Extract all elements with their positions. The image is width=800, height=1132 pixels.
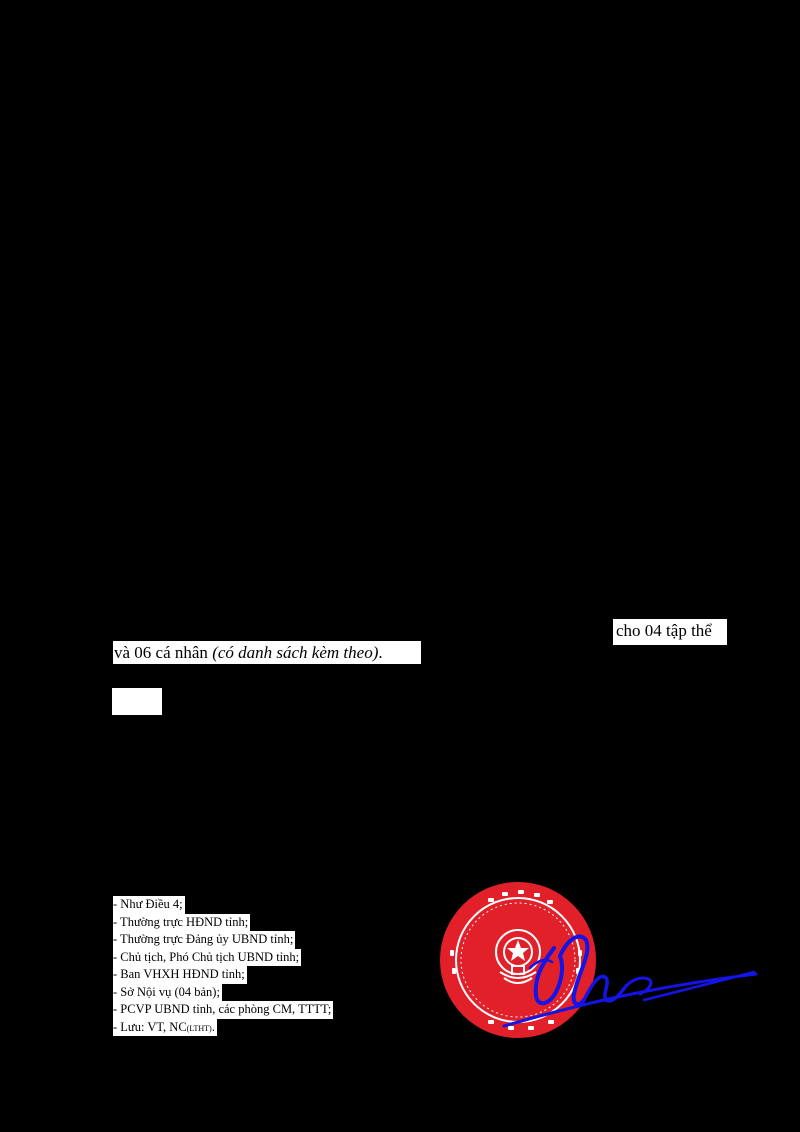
recipient-archive-suffix: (LTHT)	[186, 1023, 212, 1033]
paragraph-line-1-text: cho 04 tập thể	[616, 621, 712, 640]
recipient-archive-end: .	[211, 1019, 215, 1034]
recipient-item: - Thường trực Đảng ủy UBND tỉnh;	[113, 931, 295, 949]
paragraph-line-2-italic: (có danh sách kèm theo)	[212, 643, 379, 662]
recipient-archive-text: - Lưu: VT, NC	[113, 1019, 187, 1034]
paragraph-line-2-fragment	[113, 641, 421, 664]
recipient-item-last	[113, 1019, 217, 1037]
recipient-item: - Ban VHXH HĐND tỉnh;	[113, 966, 247, 984]
recipient-item: - Như Điều 4;	[113, 896, 185, 914]
recipients-list	[113, 896, 333, 1036]
blank-white-fragment	[112, 688, 162, 715]
recipient-item: - PCVP UBND tỉnh, các phòng CM, TTTT;	[113, 1001, 333, 1019]
paragraph-line-2-end: .	[378, 643, 383, 662]
recipient-item: - Chủ tịch, Phó Chủ tịch UBND tỉnh;	[113, 949, 301, 967]
handwritten-signature	[494, 908, 760, 1034]
recipient-item: - Sở Nội vụ (04 bản);	[113, 984, 222, 1002]
paragraph-line-1-fragment	[613, 619, 727, 645]
paragraph-line-2-text: và 06 cá nhân	[114, 643, 213, 662]
recipient-item: - Thường trực HĐND tỉnh;	[113, 914, 250, 932]
